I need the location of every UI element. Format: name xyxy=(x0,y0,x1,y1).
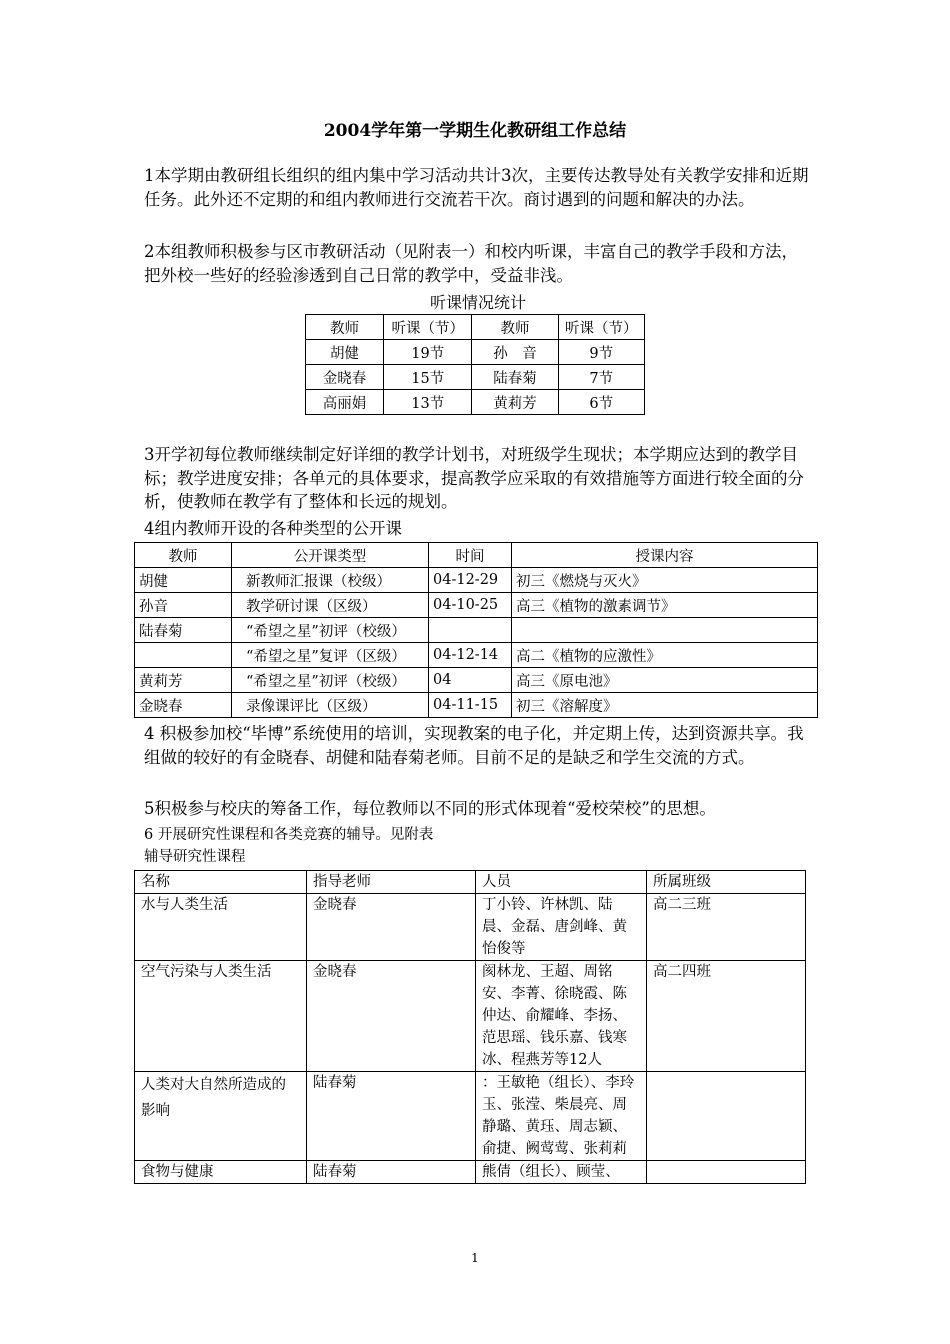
table-cell: 黄莉芳 xyxy=(135,668,232,693)
paragraph-4: 4组内教师开设的各种类型的公开课 xyxy=(144,519,402,538)
table-cell: 录像课评比（区级） xyxy=(232,693,429,718)
paragraph-7: 6 开展研究性课程和各类竞赛的辅导。见附表 xyxy=(144,827,434,843)
table-row xyxy=(135,1072,806,1161)
table-header-cell: 所属班级 xyxy=(647,871,806,894)
paragraph-6: 5积极参与校庆的筹备工作，每位教师以不同的形式体现着“爱校荣校”的思想。 xyxy=(144,799,716,818)
table-header-row xyxy=(135,543,818,568)
table-cell: 孙音 xyxy=(135,593,232,618)
table-cell: 阂林龙、王超、周铭安、李菁、徐晓霞、陈仲达、俞耀峰、李扬、范思瑶、钱乐嘉、钱寒冰、程燕芳等12人 xyxy=(476,961,647,1072)
table-cell: 丁小铃、许林凯、陆晨、金磊、唐剑峰、黄怡俊等 xyxy=(476,894,647,961)
table-cell: 高三《植物的激素调节》 xyxy=(512,593,818,618)
table-row xyxy=(135,643,818,668)
table-cell: 黄莉芳 xyxy=(472,390,558,415)
table-cell: 19节 xyxy=(384,340,472,365)
table-cell: 04-12-14 xyxy=(429,643,512,668)
table-cell: “希望之星”初评（校级） xyxy=(232,668,429,693)
table-cell: 金晓春 xyxy=(307,961,476,1072)
table-row xyxy=(306,390,645,415)
table-cell: 陆春菊 xyxy=(307,1161,476,1184)
table-row xyxy=(306,340,645,365)
table-header-cell: 人员 xyxy=(476,871,647,894)
table-cell: 陆春菊 xyxy=(307,1072,476,1161)
table-cell: 人类对大自然所造成的影响 xyxy=(135,1072,307,1161)
table-cell: 食物与健康 xyxy=(135,1161,307,1184)
table-cell: 教学研讨课（区级） xyxy=(232,593,429,618)
paragraph-1: 1本学期由教研组长组织的组内集中学习活动共计3次，主要传达教导处有关教学安排和近期任务。此外还不定期的和组内教师进行交流若干次。商讨遇到的问题和解决的办法。 xyxy=(144,166,809,209)
table-header-row xyxy=(306,315,645,340)
table-cell: 7节 xyxy=(558,365,644,390)
table-cell: 初三《溶解度》 xyxy=(512,693,818,718)
table-cell: 空气污染与人类生活 xyxy=(135,961,307,1072)
table-cell: 高二三班 xyxy=(647,894,806,961)
table-cell: 高二《植物的应激性》 xyxy=(512,643,818,668)
lecture-attendance-table xyxy=(305,314,645,415)
table-row xyxy=(135,618,818,643)
table-row xyxy=(135,668,818,693)
table-cell: 陆春菊 xyxy=(472,365,558,390)
table-cell: 6节 xyxy=(558,390,644,415)
research-course-caption: 辅导研究性课程 xyxy=(144,849,246,865)
table-cell: 胡健 xyxy=(135,568,232,593)
research-course-table xyxy=(134,870,806,1184)
table-row xyxy=(135,961,806,1072)
table-header-cell: 名称 xyxy=(135,871,307,894)
table-cell: 孙 音 xyxy=(472,340,558,365)
table-row xyxy=(135,593,818,618)
table-row xyxy=(135,894,806,961)
table-cell: 高三《原电池》 xyxy=(512,668,818,693)
table-cell: 新教师汇报课（校级） xyxy=(232,568,429,593)
table-cell: 04 xyxy=(429,668,512,693)
table-cell: ：王敏艳（组长）、李玲玉、张滢、柴晨亮、周静璐、黄珏、周志颖、俞捷、阙莺莺、张莉莉 xyxy=(476,1072,647,1161)
table-row xyxy=(135,1161,806,1184)
table-cell: 高丽娟 xyxy=(306,390,384,415)
table-cell: 金晓春 xyxy=(306,365,384,390)
table-cell: 水与人类生活 xyxy=(135,894,307,961)
open-class-table xyxy=(134,542,818,718)
table-cell: 初三《燃烧与灭火》 xyxy=(512,568,818,593)
table-cell: 熊倩（组长）、顾莹、 xyxy=(476,1161,647,1184)
table-header-cell: 指导老师 xyxy=(307,871,476,894)
table-row xyxy=(135,693,818,718)
table-header-row xyxy=(135,871,806,894)
table-cell: 陆春菊 xyxy=(135,618,232,643)
table-cell xyxy=(647,1072,806,1161)
table-cell: 04-11-15 xyxy=(429,693,512,718)
paragraph-2: 2本组教师积极参与区市教研活动（见附表一）和校内听课，丰富自己的教学手段和方法，把外校一些好的经验渗透到自己日常的教学中，受益非浅。 xyxy=(144,242,798,285)
table-cell: 04-10-25 xyxy=(429,593,512,618)
table-header-cell: 听课（节） xyxy=(558,315,644,340)
table-cell xyxy=(647,1161,806,1184)
table-header-cell: 时间 xyxy=(429,543,512,568)
table-cell: 胡健 xyxy=(306,340,384,365)
table-header-cell: 教师 xyxy=(472,315,558,340)
table-cell xyxy=(135,643,232,668)
table-cell: 04-12-29 xyxy=(429,568,512,593)
table-cell xyxy=(429,618,512,643)
table-header-cell: 公开课类型 xyxy=(232,543,429,568)
table-cell: 13节 xyxy=(384,390,472,415)
table-header-cell: 教师 xyxy=(135,543,232,568)
page-number: 1 xyxy=(471,1251,479,1265)
page-title: 2004学年第一学期生化教研组工作总结 xyxy=(323,121,627,141)
table-cell: 9节 xyxy=(558,340,644,365)
table-cell: 金晓春 xyxy=(135,693,232,718)
table-row xyxy=(135,568,818,593)
paragraph-5: 4 积极参加校“毕博”系统使用的培训，实现教案的电子化，并定期上传，达到资源共享。我组做的较好的有金晓春、胡健和陆春菊老师。目前不足的是缺乏和学生交流的方式。 xyxy=(144,724,804,767)
table-cell: 高二四班 xyxy=(647,961,806,1072)
table-cell: 15节 xyxy=(384,365,472,390)
table-cell: “希望之星”复评（区级） xyxy=(232,643,429,668)
table1-caption: 听课情况统计 xyxy=(430,293,527,312)
table-header-cell: 授课内容 xyxy=(512,543,818,568)
table-row xyxy=(306,365,645,390)
table-header-cell: 教师 xyxy=(306,315,384,340)
table-cell: “希望之星”初评（校级） xyxy=(232,618,429,643)
table-cell: 金晓春 xyxy=(307,894,476,961)
paragraph-3: 3开学初每位教师继续制定好详细的教学计划书，对班级学生现状；本学期应达到的教学目标；教学进度安排；各单元的具体要求，提高教学应采取的有效措施等方面进行较全面的分析，使教师在教学有了整体和长远的规划。 xyxy=(144,445,804,511)
table-header-cell: 听课（节） xyxy=(384,315,472,340)
table-cell xyxy=(512,618,818,643)
